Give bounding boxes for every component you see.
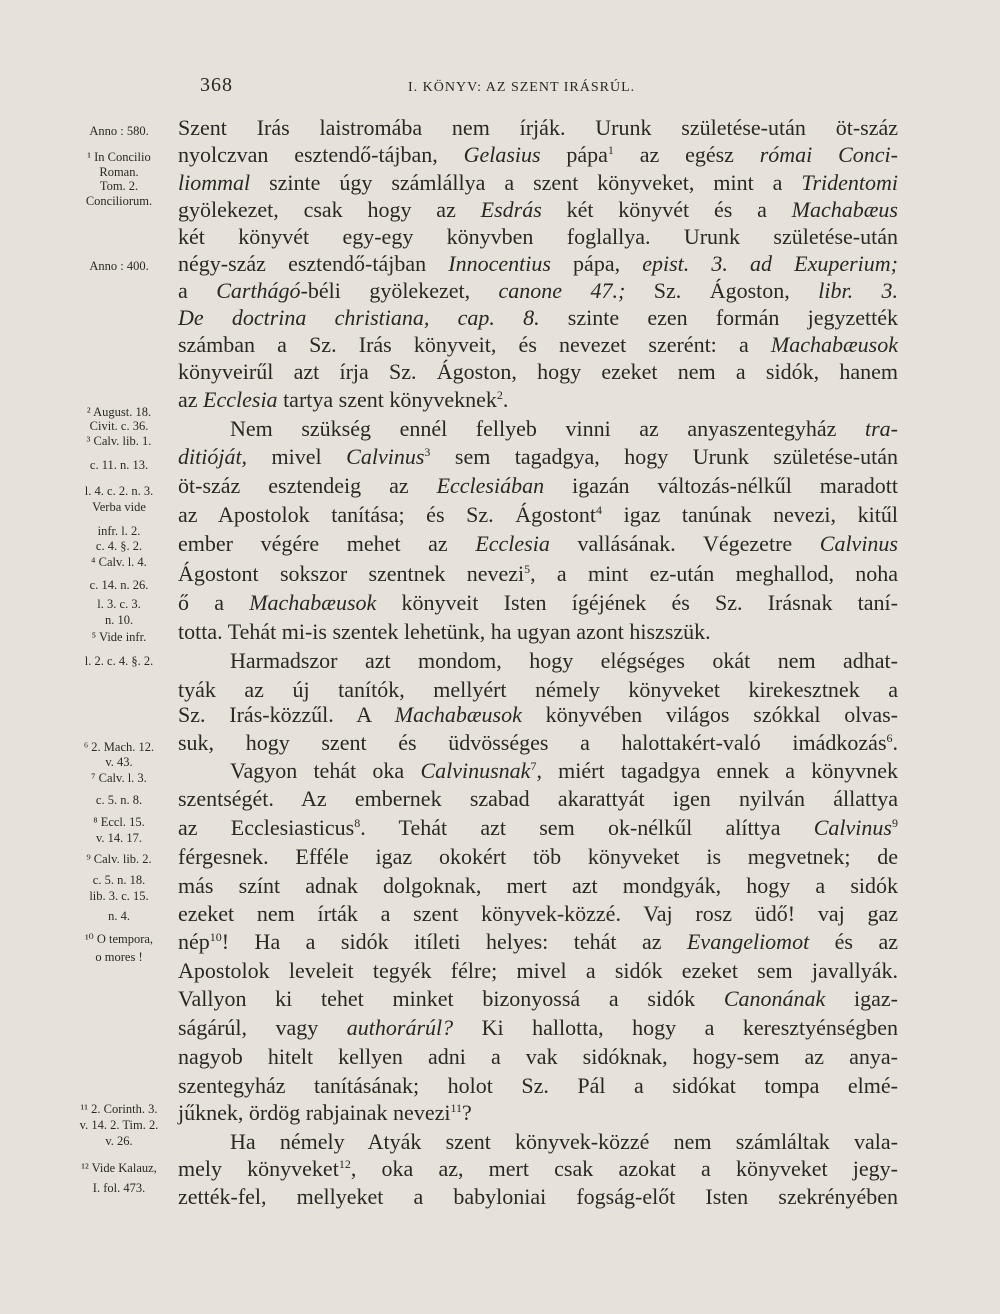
text-line (178, 560, 898, 588)
italic-text: Canonának (723, 986, 826, 1011)
text-segment: jűknek, ördög rabjainak nevezi (178, 1100, 451, 1125)
text-segment: . Tehát azt sem ok-nélkűl alíttya (360, 815, 814, 840)
margin-note: l. 3. c. 3. (97, 597, 141, 611)
text-line (178, 386, 898, 414)
text-segment: nép (178, 929, 210, 954)
text-segment: öt-száz esztendeig az (178, 473, 437, 498)
footnote-ref: 5 (524, 562, 531, 576)
margin-note: ¹² Vide Kalauz, (81, 1161, 157, 1175)
text-segment: , miért tagadgya ennek a könyvnek (536, 758, 898, 783)
italic-text: Calvinus (813, 815, 892, 840)
text-line (178, 472, 898, 500)
text-segment: -béli gyölekezet, (300, 278, 499, 303)
italic-text: Machabæusok (249, 590, 377, 615)
margin-note: ² August. 18. (86, 405, 152, 419)
text-segment: ? (462, 1100, 472, 1125)
footnote-ref: 1 (607, 143, 614, 157)
text-line (178, 618, 898, 646)
italic-text: Calvinus (819, 531, 898, 556)
text-line (178, 589, 898, 617)
text-segment: Vallyon ki tehet minket bizonyossá a sidók (178, 986, 724, 1011)
text-segment: ember végére mehet az (178, 531, 476, 556)
italic-text: authorárúl? (346, 1015, 454, 1040)
margin-note: Anno : 580. (89, 124, 149, 138)
text-segment: igaz tanúnak nevezi, kitűl (601, 502, 899, 527)
margin-note: Roman. (99, 165, 139, 179)
text-line (178, 169, 898, 197)
text-segment: tartya szent könyveknek (277, 387, 497, 412)
text-segment: az Apostolok tanítása; és Sz. Ágostont (178, 502, 596, 527)
text-segment: szentegyház tanításának; holot Sz. Pál a sidókat tompa elmé- (178, 1073, 898, 1098)
margin-note: ⁴ Calv. l. 4. (91, 555, 147, 569)
footnote-ref: 3 (424, 445, 431, 459)
margin-note: l. 4. c. 2. n. 3. (84, 484, 154, 498)
text-segment: négy-száz esztendő-tájban (178, 251, 449, 276)
text-line (178, 304, 898, 332)
italic-text: ditióját, (178, 444, 248, 469)
footnote-ref: 7 (530, 759, 537, 773)
italic-text: Calvinusnak (420, 758, 531, 783)
text-segment: nyolczvan esztendő-tájban, (178, 142, 464, 167)
margin-note: ⁵ Vide infr. (91, 630, 147, 644)
text-segment: két könyvét és a (541, 197, 792, 222)
page-header (0, 74, 1000, 104)
margin-note: ¹¹ 2. Corinth. 3. (80, 1102, 158, 1116)
italic-text: Evangeliomot (686, 929, 810, 954)
footnote-ref: 8 (354, 816, 361, 830)
text-line (178, 814, 898, 842)
margin-note: Anno : 400. (89, 259, 149, 273)
italic-text: Tridentomi (801, 170, 898, 195)
text-line (178, 1183, 898, 1211)
text-line (178, 1072, 898, 1100)
text-segment: mely könyveket (178, 1156, 339, 1181)
text-segment: az (178, 387, 204, 412)
italic-text: Innocentius (448, 251, 551, 276)
text-line (230, 647, 898, 675)
footnote-ref: 9 (891, 816, 898, 830)
margin-note: c. 4. §. 2. (95, 539, 143, 553)
margin-note: c. 11. n. 13. (89, 458, 149, 472)
margin-note: Conciliorum. (85, 194, 153, 208)
text-segment: és az (809, 929, 898, 954)
text-segment: ő a (178, 590, 250, 615)
text-segment: az Ecclesiasticus (178, 815, 355, 840)
text-line (178, 928, 898, 956)
margin-note: v. 14. 2. Tim. 2. (79, 1118, 159, 1132)
text-segment: igazán változás-nélkűl maradott (544, 473, 899, 498)
text-line (230, 757, 898, 785)
margin-note: c. 5. n. 8. (95, 793, 143, 807)
margin-note: ³ Calv. lib. 1. (86, 434, 152, 448)
text-segment: ságárúl, vagy (178, 1015, 347, 1040)
text-line (178, 1155, 898, 1183)
text-line (178, 277, 898, 305)
text-segment: Sz. Ágoston, (625, 278, 819, 303)
italic-text: canone 47.; (498, 278, 626, 303)
text-segment: Szent Irás laistromába nem írják. Urunk születése-után öt-száz (178, 115, 898, 140)
italic-text: Carthágó (216, 278, 301, 303)
text-segment: férgesnek. Efféle igaz okokért töb könyveket is megvetnek; de (178, 844, 898, 869)
text-line (178, 223, 898, 251)
italic-text: Machabæusok (770, 332, 898, 357)
text-line (178, 530, 898, 558)
italic-text: Machabæus (791, 197, 898, 222)
margin-note: ⁶ 2. Mach. 12. (83, 740, 155, 754)
text-segment: a (178, 278, 217, 303)
text-segment: , oka az, mert csak azokat a könyveket jegy- (350, 1156, 899, 1181)
text-segment: Sz. Irás-közzűl. A (178, 702, 395, 727)
footnote-ref: 11 (450, 1101, 463, 1115)
text-segment: ! Ha a sidók itíleti helyes: tehát az (221, 929, 687, 954)
margin-note: Verba vide (92, 500, 146, 514)
text-line (178, 843, 898, 871)
text-segment: Vagyon tehát oka (230, 758, 421, 783)
margin-note: o mores ! (95, 950, 143, 964)
text-line (178, 141, 898, 169)
text-segment: totta. Tehát mi-is szentek lehetünk, ha ugyan azont hiszszük. (178, 619, 711, 644)
text-segment: pápa (540, 142, 608, 167)
text-segment: gyölekezet, csak hogy az (178, 197, 481, 222)
margin-note: c. 14. n. 26. (89, 578, 149, 592)
text-segment: Ki hallotta, hogy a keresztyénségben (453, 1015, 898, 1040)
footnote-ref: 12 (338, 1157, 351, 1171)
italic-text: Ecclesiában (436, 473, 545, 498)
italic-text: Ecclesia (475, 531, 550, 556)
text-segment: tyák az új tanítók, mellyért némely könyveket kirekesztnek a (178, 677, 898, 702)
text-segment: ezeket nem írták a szent könyvek-közzé. Vaj rosz üdő! vaj gaz (178, 901, 898, 926)
italic-text: Esdrás (480, 197, 542, 222)
text-segment: Ha némely Atyák szent könyvek-közzé nem számláltak vala- (230, 1129, 898, 1154)
italic-text: epist. 3. ad Exuperium; (642, 251, 899, 276)
text-line (178, 358, 898, 386)
text-segment: Nem szükség ennél fellyeb vinni az anyaszentegyház (230, 416, 865, 441)
italic-text: Calvinus (346, 444, 425, 469)
margin-note: v. 43. (105, 755, 133, 769)
margin-note: n. 10. (104, 613, 134, 627)
margin-note: Tom. 2. (99, 179, 139, 193)
text-segment: Ágostont sokszor szentnek nevezi (178, 561, 525, 586)
margin-note: v. 14. 17. (95, 831, 143, 845)
text-segment: szinte ezen formán jegyzették (539, 305, 898, 330)
text-segment: szentségét. Az embernek szabad akarattyát igen nyilván állattya (178, 786, 898, 811)
text-line (178, 196, 898, 224)
italic-text: libr. 3. (818, 278, 899, 303)
text-line (178, 729, 898, 757)
margin-note: ¹⁰ O tempora, (84, 932, 154, 946)
text-segment: zették-fel, mellyeket a babyloniai fogság-előt Isten szekrényében (178, 1184, 898, 1209)
text-line (178, 443, 898, 471)
margin-note: infr. l. 2. (97, 524, 141, 538)
page-number: 368 (200, 74, 233, 96)
text-line (230, 415, 898, 443)
text-segment: nagyob hitelt kellyen adni a vak sidóknak, hogy-sem az anya- (178, 1044, 898, 1069)
text-segment: sem tagadgya, hogy Urunk születése-után (430, 444, 899, 469)
text-segment: . (892, 730, 898, 755)
text-segment: az egész (613, 142, 760, 167)
footnote-ref: 2 (496, 388, 503, 402)
text-segment: könyvében világos szókkal olvas- (521, 702, 898, 727)
text-segment: számban a Sz. Irás könyveit, és nevezet szerént: a (178, 332, 771, 357)
footnote-ref: 4 (595, 503, 602, 517)
text-line (178, 250, 898, 278)
margin-note: ¹ In Concilio (87, 150, 151, 164)
text-line (178, 1099, 898, 1127)
text-line (230, 1128, 898, 1156)
text-line (178, 1043, 898, 1071)
text-line (178, 957, 898, 985)
text-segment: suk, hogy szent és üdvösséges a halottakért-való imádkozás (178, 730, 887, 755)
italic-text: Gelasius (463, 142, 541, 167)
text-line (178, 985, 898, 1013)
footnote-ref: 6 (886, 731, 893, 745)
text-segment: könyveit Isten ígéjének és Sz. Irásnak taní- (376, 590, 898, 615)
margin-note: c. 5. n. 18. (92, 873, 146, 887)
margin-note: ⁷ Calv. l. 3. (91, 771, 147, 785)
text-line (178, 701, 898, 729)
margin-note: ⁹ Calv. lib. 2. (86, 852, 152, 866)
text-line (178, 872, 898, 900)
text-line (178, 785, 898, 813)
margin-note: ⁸ Eccl. 15. (93, 815, 145, 829)
margin-note: l. 2. c. 4. §. 2. (84, 654, 154, 668)
margin-note: n. 4. (108, 909, 130, 923)
italic-text: De doctrina christiana, cap. 8. (178, 305, 540, 330)
italic-text: Ecclesia (203, 387, 278, 412)
text-line (178, 501, 898, 529)
italic-text: Machabæusok (394, 702, 522, 727)
text-segment: más színt adnak dolgoknak, mert azt mondgyák, hogy a sidók (178, 873, 898, 898)
text-segment: pápa, (550, 251, 643, 276)
italic-text: római Conci- (759, 142, 898, 167)
text-segment: szinte úgy számlállya a szent könyveket, mint a (250, 170, 802, 195)
text-line (178, 1014, 898, 1042)
text-line (178, 676, 898, 704)
text-segment: Apostolok leveleit tegyék félre; mivel a sidók ezeket sem javallyák. (178, 958, 898, 983)
margin-note: v. 26. (105, 1134, 133, 1148)
text-segment: igaz- (825, 986, 899, 1011)
running-title: I. KÖNYV: AZ SZENT IRÁSRÚL. (408, 80, 636, 95)
text-line (178, 900, 898, 928)
footnote-ref: 10 (209, 930, 222, 944)
text-segment: Harmadszor azt mondom, hogy elégséges okát nem adhat- (230, 648, 898, 673)
text-line (178, 331, 898, 359)
text-segment: könyveirűl azt írja Sz. Ágoston, hogy ezeket nem a sidók, hanem (178, 359, 898, 384)
text-segment: . (502, 387, 509, 412)
italic-text: liommal (178, 170, 251, 195)
text-segment: mivel (247, 444, 347, 469)
text-segment: , a mint ez-után meghallod, noha (530, 561, 899, 586)
margin-note: Civit. c. 36. (89, 419, 149, 433)
margin-note: lib. 3. c. 15. (89, 889, 149, 903)
text-segment: vallásának. Végezetre (549, 531, 820, 556)
text-segment: két könyvét egy-egy könyvben foglallya. Urunk születése-után (178, 224, 898, 249)
text-line (178, 114, 898, 142)
margin-note: I. fol. 473. (92, 1181, 146, 1195)
italic-text: tra- (865, 416, 898, 441)
